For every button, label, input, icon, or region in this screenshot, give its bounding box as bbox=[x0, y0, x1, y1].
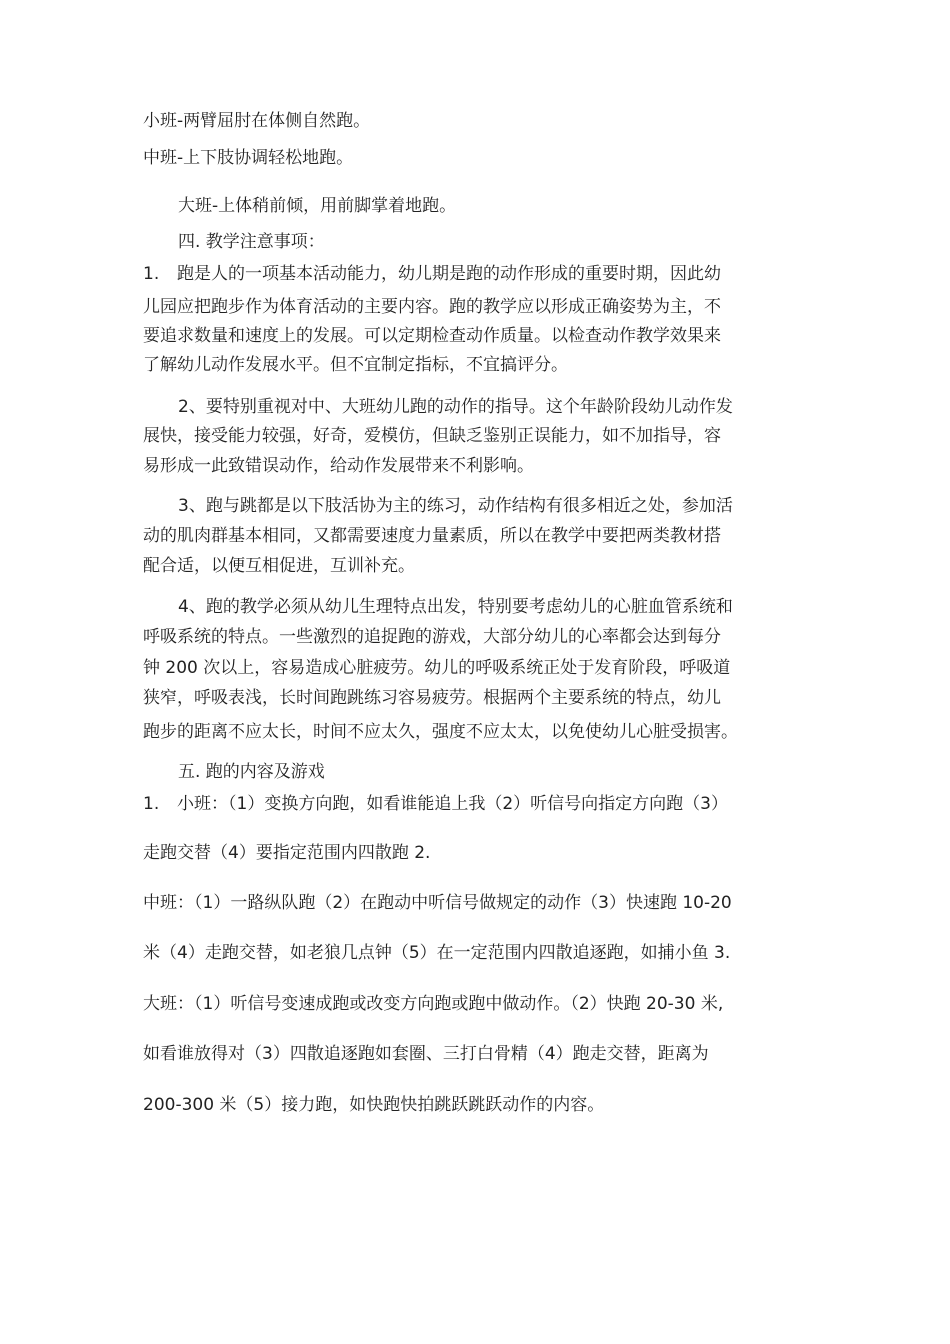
text-line: 大班-上体稍前倾，用前脚掌着地跑。 bbox=[178, 196, 457, 216]
text-line: 展快，接受能力较强，好奇，爱模仿，但缺乏鉴别正误能力，如不加指导，容 bbox=[143, 426, 721, 446]
text-line: 走跑交替（4）要指定范围内四散跑 2. bbox=[143, 843, 431, 863]
numbered-line bbox=[143, 792, 728, 816]
text-line: 易形成一此致错误动作，给动作发展带来不利影响。 bbox=[143, 456, 534, 476]
text-line: 大班：（1）听信号变速成跑或改变方向跑或跑中做动作。（2）快跑 20-30 米, bbox=[143, 994, 724, 1014]
text-line: 儿园应把跑步作为体育活动的主要内容。跑的教学应以形成正确姿势为主，不 bbox=[143, 297, 721, 317]
text-line: 中班-上下肢协调轻松地跑。 bbox=[143, 148, 354, 168]
text-line: 3、跑与跳都是以下肢活协为主的练习，动作结构有很多相近之处，参加活 bbox=[178, 496, 733, 516]
list-number: 1. bbox=[143, 794, 160, 814]
list-number: 1. bbox=[143, 264, 160, 284]
text-line: 跑步的距离不应太长，时间不应太久，强度不应太太，以免使幼儿心脏受损害。 bbox=[143, 722, 738, 742]
text-line: 要追求数量和速度上的发展。可以定期检查动作质量。以检查动作教学效果来 bbox=[143, 326, 721, 346]
text-line: 狭窄，呼吸表浅，长时间跑跳练习容易疲劳。根据两个主要系统的特点，幼儿 bbox=[143, 688, 721, 708]
text-line: 跑是人的一项基本活动能力，幼儿期是跑的动作形成的重要时期，因此幼 bbox=[177, 264, 721, 284]
text-line: 配合适，以便互相促进，互训补充。 bbox=[143, 556, 415, 576]
text-line: 动的肌肉群基本相同，又都需要速度力量素质，所以在教学中要把两类教材搭 bbox=[143, 526, 721, 546]
text-line: 呼吸系统的特点。一些激烈的追捉跑的游戏，大部分幼儿的心率都会达到每分 bbox=[143, 627, 721, 647]
text-line: 中班：（1）一路纵队跑（2）在跑动中听信号做规定的动作（3）快速跑 10-20 bbox=[143, 893, 732, 913]
text-line: 小班：（1）变换方向跑，如看谁能追上我（2）听信号向指定方向跑（3） bbox=[177, 794, 728, 814]
text-line: 2、要特别重视对中、大班幼儿跑的动作的指导。这个年龄阶段幼儿动作发 bbox=[178, 397, 733, 417]
text-line: 小班-两臂屈肘在体侧自然跑。 bbox=[143, 111, 371, 131]
text-line: 了解幼儿动作发展水平。但不宜制定指标，不宜搞评分。 bbox=[143, 355, 568, 375]
text-line: 米（4）走跑交替，如老狼几点钟（5）在一定范围内四散追逐跑，如捕小鱼 3. bbox=[143, 943, 731, 963]
text-line: 如看谁放得对（3）四散追逐跑如套圈、三打白骨精（4）跑走交替，距离为 bbox=[143, 1044, 709, 1064]
text-line: 200-300 米（5）接力跑，如快跑快拍跳跃跳跃动作的内容。 bbox=[143, 1095, 605, 1115]
text-line: 4、跑的教学必须从幼儿生理特点出发，特别要考虑幼儿的心脏血管系统和 bbox=[178, 597, 733, 617]
numbered-line bbox=[143, 262, 721, 286]
section-heading: 四. 教学注意事项： bbox=[178, 232, 325, 252]
section-heading: 五. 跑的内容及游戏 bbox=[178, 762, 325, 782]
text-line: 钟 200 次以上，容易造成心脏疲劳。幼儿的呼吸系统正处于发育阶段，呼吸道 bbox=[143, 658, 731, 678]
